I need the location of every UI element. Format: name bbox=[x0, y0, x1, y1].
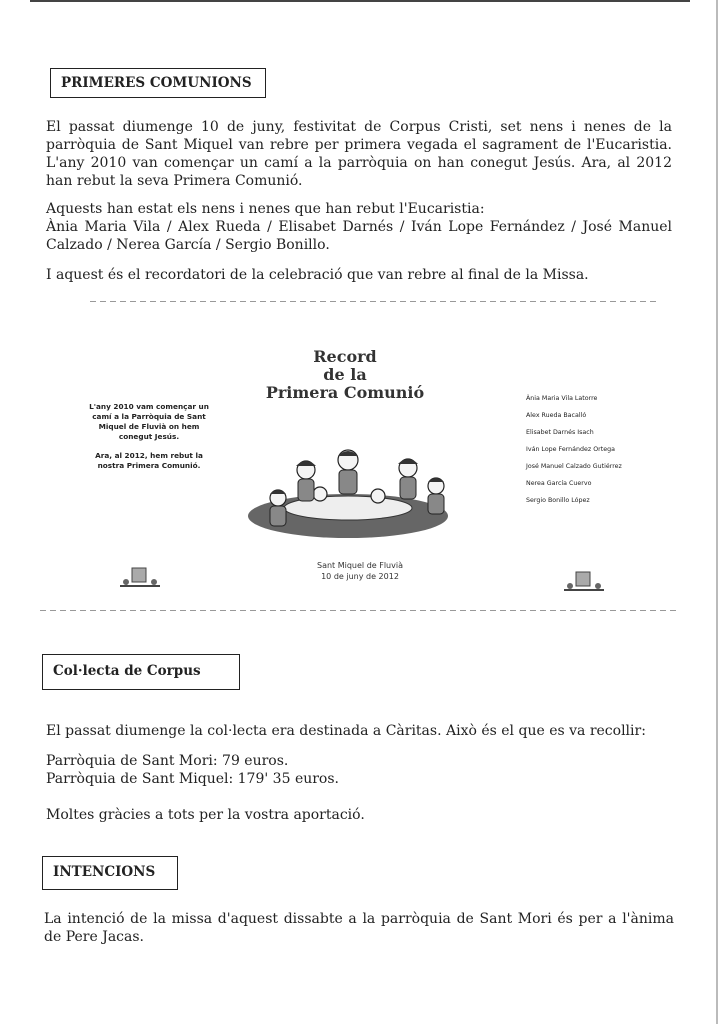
heading-text: INTENCIONS bbox=[53, 864, 156, 880]
name-item: José Manuel Calzado Gutiérrez bbox=[526, 463, 622, 470]
name-item: Iván Lope Fernández Ortega bbox=[526, 446, 615, 453]
heading-intencions bbox=[42, 856, 178, 890]
card-left-text: L'any 2010 vam començar un camí a la Parròquia de Sant Miquel de Fluvià on hem conegut Jesús. Ara, al 2012, hem rebut la nostra Primera Comunió. bbox=[89, 402, 209, 470]
name-item: Elisabet Darnés Isach bbox=[526, 429, 594, 436]
card-title: Record de la Primera Comunió bbox=[265, 347, 425, 402]
intencions-paragraph: La intenció de la missa d'aquest dissabte a la parròquia de Sant Mori és per a l'ànima de Pere Jacas. bbox=[44, 911, 674, 945]
primeres-paragraph-1: El passat diumenge 10 de juny, festivitat de Corpus Cristi, set nens i nenes de la parròquia de Sant Miquel van rebre per primera vegada el sagrament de l'Eucaristia. L'any 2010 van començar un camí a la parròquia on han conegut Jesús. Ara, al 2012 han rebut la seva Primera Comunió. bbox=[46, 119, 672, 189]
heading-primeres-comunions bbox=[50, 68, 266, 98]
card-bottom-divider bbox=[40, 610, 680, 611]
name-item: Nerea García Cuervo bbox=[526, 480, 592, 487]
name-item: Sergio Bonillo López bbox=[526, 497, 590, 504]
parish-seal-icon-left bbox=[118, 566, 162, 590]
collecta-thanks: Moltes gràcies a tots per la vostra aportació. bbox=[46, 807, 365, 823]
communicant-names bbox=[526, 394, 646, 513]
children-illustration bbox=[238, 446, 458, 546]
primeres-paragraph-2: Aquests han estat els nens i nenes que han rebut l'Eucaristia: Ània Maria Vila / Alex Rueda / Elisabet Darnés / Iván Lope Fernández / José Manuel Calzado / Nerea García / Sergio Bonillo. bbox=[46, 201, 672, 253]
card-top-divider bbox=[90, 301, 660, 302]
collecta-paragraph-1: El passat diumenge la col·lecta era destinada a Càritas. Això és el que es va recollir: bbox=[46, 723, 646, 739]
top-border bbox=[30, 0, 690, 2]
heading-collecta bbox=[42, 654, 240, 690]
primeres-paragraph-3: I aquest és el recordatori de la celebració que van rebre al final de la Missa. bbox=[46, 267, 589, 283]
card-footer: Sant Miquel de Fluvià 10 de juny de 2012 bbox=[317, 561, 403, 581]
heading-text: Col·lecta de Corpus bbox=[53, 663, 201, 679]
right-border bbox=[716, 0, 718, 1024]
name-item: Alex Rueda Bacalló bbox=[526, 412, 587, 419]
heading-text: PRIMERES COMUNIONS bbox=[61, 75, 252, 91]
parish-seal-icon-right bbox=[562, 570, 606, 594]
collecta-amounts: Parròquia de Sant Mori: 79 euros. Parròquia de Sant Miquel: 179' 35 euros. bbox=[46, 753, 339, 787]
name-item: Ània Maria Vila Latorre bbox=[526, 395, 598, 402]
